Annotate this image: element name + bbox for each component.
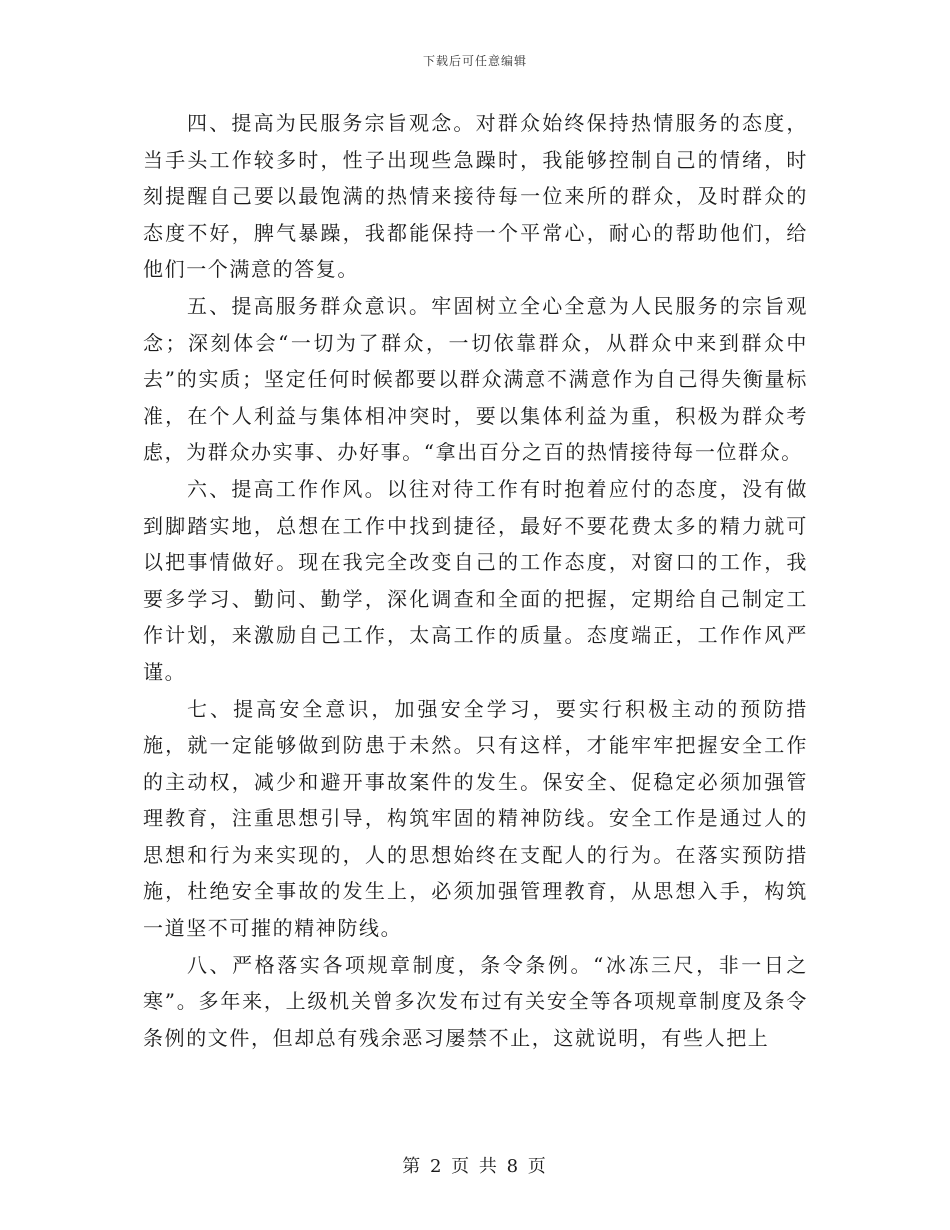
paragraph-8: 八、严格落实各项规章制度，条令条例。“冰冻三尺，非一日之寒”。多年来，上级机关曾多次发布过有关安全等各项规章制度及条令条例的文件，但却总有残余恶习屡禁不止，这就说明，有些人把上 [143,952,808,1050]
page-number-footer: 第 2 页 共 8 页 [402,1156,548,1177]
paragraph-7: 七、提高安全意识，加强安全学习，要实行积极主动的预防措施，就一定能够做到防患于未然。只有这样，才能牢牢把握安全工作的主动权，减少和避开事故案件的发生。保安全、促稳定必须加强管理教育，注重思想引导，构筑牢固的精神防线。安全工作是通过人的思想和行为来实现的，人的思想始终在支配人的行为。在落实预防措施，杜绝安全事故的发生上，必须加强管理教育，从思想入手，构筑一道坚不可摧的精神防线。 [143,696,808,941]
paragraph-4: 四、提高为民服务宗旨观念。对群众始终保持热情服务的态度，当手头工作较多时，性子出现些急躁时，我能够控制自己的情绪，时刻提醒自己要以最饱满的热情来接待每一位来所的群众，及时群众的态度不好，脾气暴躁，我都能保持一个平常心，耐心的帮助他们，给他们一个满意的答复。 [143,111,808,282]
page-header: 下载后可任意编辑 [422,54,527,68]
paragraph-5: 五、提高服务群众意识。牢固树立全心全意为人民服务的宗旨观念；深刻体会“一切为了群众，一切依靠群众，从群众中来到群众中去”的实质；坚定任何时候都要以群众满意不满意作为自己得失衡量标准，在个人利益与集体相冲突时，要以集体利益为重，积极为群众考虑，为群众办实事、办好事。“拿出百分之百的热情接待每一位群众。 [143,293,808,465]
paragraph-6: 六、提高工作作风。以往对待工作有时抱着应付的态度，没有做到脚踏实地，总想在工作中找到捷径，最好不要花费太多的精力就可以把事情做好。现在我完全改变自己的工作态度，对窗口的工作，我要多学习、勤问、勤学，深化调查和全面的把握，定期给自己制定工作计划，来激励自己工作，太高工作的质量。态度端正，工作作风严谨。 [143,476,808,684]
document-body [143,105,808,1056]
